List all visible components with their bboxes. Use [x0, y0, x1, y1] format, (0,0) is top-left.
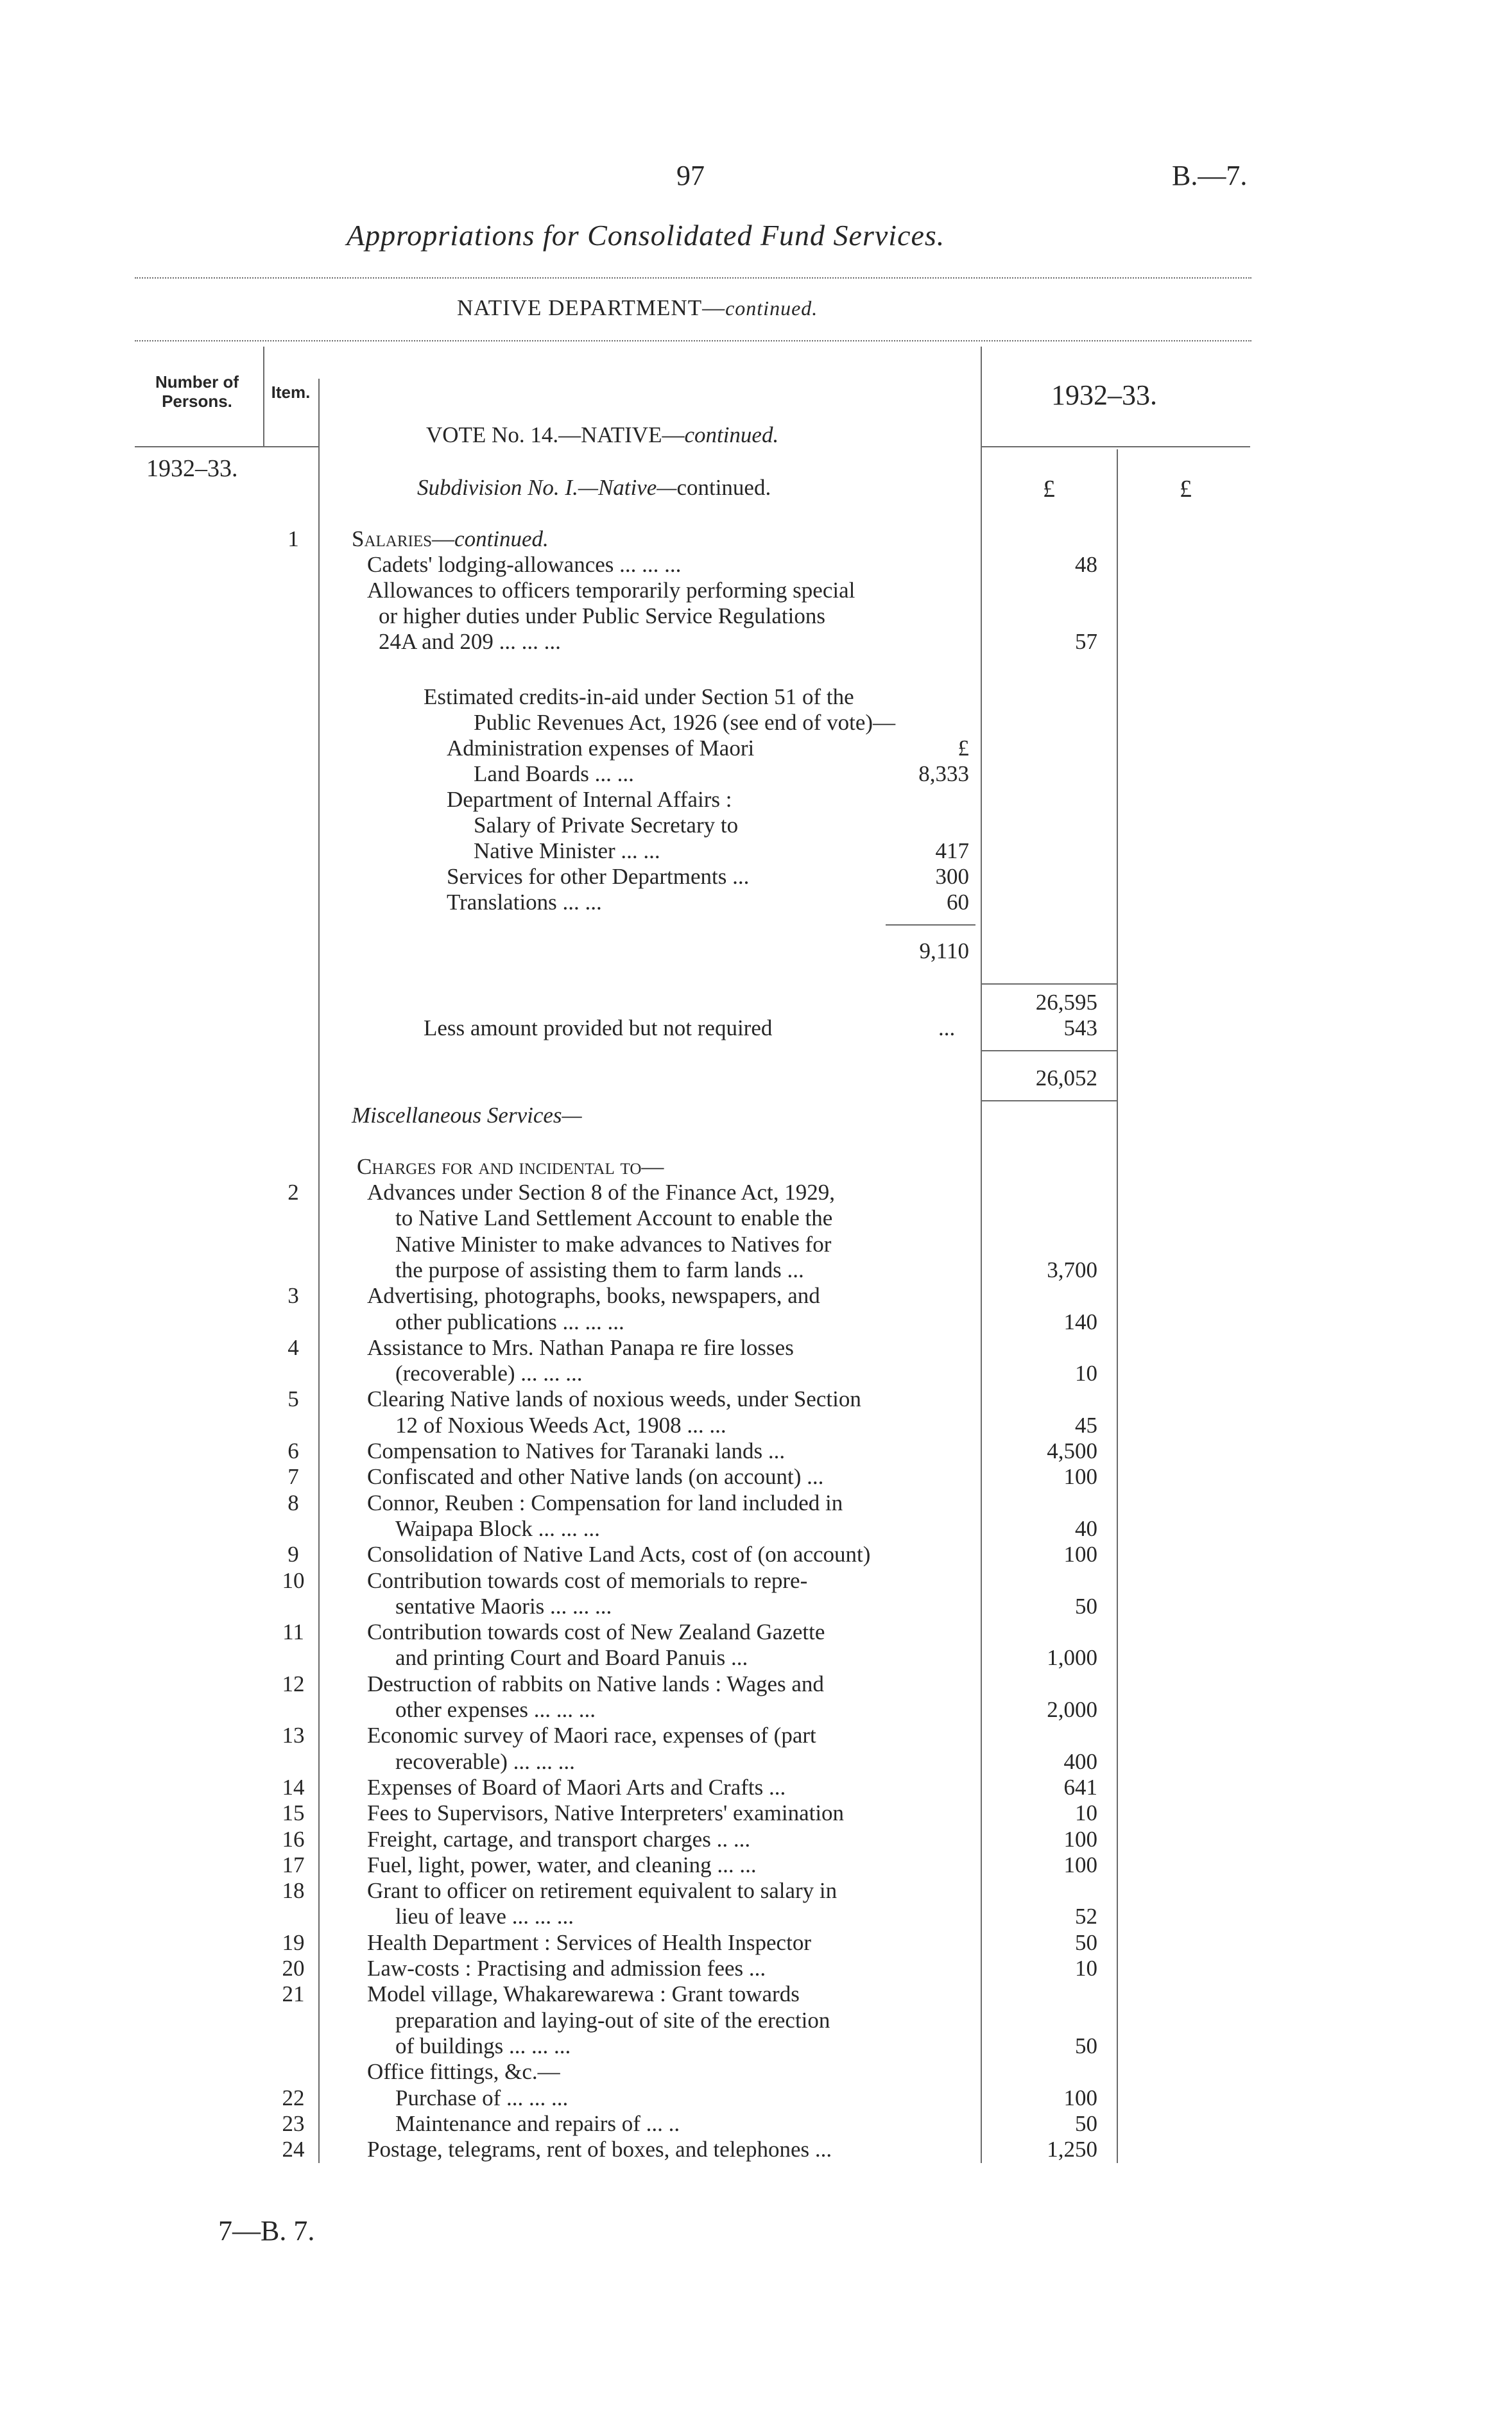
- misc-item-description: Consolidation of Native Land Acts, cost of (on account): [367, 1542, 871, 1567]
- subdivision-title: [417, 475, 771, 501]
- currency-column-1: £: [1043, 476, 1055, 503]
- misc-item-description: of buildings ... ... ...: [395, 2033, 571, 2058]
- misc-item-amount: 1,250: [1047, 2137, 1097, 2162]
- vote-title-continued: continued.: [684, 422, 779, 447]
- credits-total-rule: [886, 924, 975, 926]
- number-of-persons-header: Number of Persons.: [155, 372, 239, 411]
- misc-item-amount: 50: [1075, 2033, 1097, 2058]
- less-label: Less amount provided but not required: [424, 1015, 773, 1040]
- vote-title: [426, 422, 778, 448]
- persons-year: 1932–33.: [146, 455, 238, 482]
- item-header: Item.: [271, 383, 311, 402]
- department-heading: [457, 295, 818, 321]
- item-number: 11: [282, 1619, 304, 1645]
- misc-heading: Miscellaneous Services—: [352, 1103, 582, 1128]
- misc-item-description: sentative Maoris ... ... ...: [395, 1593, 612, 1619]
- misc-item-description: Native Minister to make advances to Natives for: [395, 1231, 832, 1257]
- item-number: 20: [282, 1956, 305, 1981]
- salaries-heading: [352, 526, 549, 552]
- misc-item-amount: 400: [1063, 1748, 1097, 1774]
- subdivision-title-continued: continued.: [676, 475, 771, 500]
- misc-item-description: (recoverable) ... ... ...: [395, 1361, 583, 1386]
- item-number: 17: [282, 1852, 305, 1877]
- credit-amount: 300: [935, 864, 969, 889]
- misc-item-description: other publications ... ... ...: [395, 1309, 624, 1334]
- item-number: 13: [282, 1723, 305, 1748]
- misc-item-amount: 10: [1075, 1800, 1097, 1826]
- misc-item-description: and printing Court and Board Panuis ...: [395, 1645, 748, 1671]
- credits-intro: Public Revenues Act, 1926 (see end of vote)—: [474, 710, 896, 735]
- amount-column-rule: [981, 347, 982, 2163]
- misc-item-amount: 52: [1075, 1904, 1097, 1929]
- misc-item-amount: 50: [1075, 1593, 1097, 1619]
- misc-item-description: Freight, cartage, and transport charges .. ...: [367, 1826, 751, 1852]
- header-rule-right: [981, 446, 1250, 447]
- item-number: 9: [288, 1542, 299, 1567]
- salaries-heading-text: Salaries—: [352, 526, 455, 551]
- misc-item-description: Advances under Section 8 of the Finance Act, 1929,: [367, 1180, 835, 1205]
- credit-line: Land Boards ... ...: [474, 761, 634, 786]
- misc-item-amount: 3,700: [1047, 1257, 1097, 1282]
- vote-title-text: VOTE No. 14.—NATIVE—: [426, 422, 685, 447]
- document-reference: B.—7.: [1172, 160, 1248, 191]
- item-number: 6: [288, 1438, 299, 1463]
- misc-item-amount: 100: [1063, 1464, 1097, 1490]
- misc-item-description: Waipapa Block ... ... ...: [395, 1515, 600, 1541]
- misc-item-amount: 100: [1063, 2085, 1097, 2110]
- total-column-rule: [1117, 449, 1118, 2163]
- item-number: 24: [282, 2137, 305, 2162]
- credit-amount: £: [958, 736, 969, 761]
- item-number: 23: [282, 2110, 305, 2136]
- misc-item-description: Clearing Native lands of noxious weeds, under Section: [367, 1386, 861, 1412]
- credits-intro: Estimated credits-in-aid under Section 51 of the: [424, 684, 854, 709]
- misc-item-description: recoverable) ... ... ...: [395, 1748, 575, 1774]
- misc-item-description: Fees to Supervisors, Native Interpreters' examination: [367, 1800, 845, 1826]
- salary-line: Allowances to officers temporarily performing special: [367, 578, 855, 603]
- misc-item-description: Fuel, light, power, water, and cleaning ... ...: [367, 1852, 757, 1877]
- misc-item-description: Office fittings, &c.—: [367, 2059, 560, 2085]
- misc-item-description: the purpose of assisting them to farm lands ...: [395, 1257, 804, 1282]
- subtotal-rule: [981, 983, 1117, 985]
- misc-item-description: Destruction of rabbits on Native lands : Wages and: [367, 1671, 824, 1696]
- item-number: 3: [288, 1283, 299, 1309]
- misc-item-description: Advertising, photographs, books, newspapers, and: [367, 1283, 820, 1309]
- credit-amount: 8,333: [918, 761, 969, 786]
- misc-item-amount: 100: [1063, 1852, 1097, 1877]
- misc-item-description: preparation and laying-out of site of the erection: [395, 2007, 830, 2033]
- salary-line: 24A and 209 ... ... ...: [379, 629, 561, 654]
- misc-item-description: Model village, Whakarewarewa : Grant towards: [367, 1981, 800, 2007]
- item-number: 15: [282, 1800, 305, 1826]
- item-number: 7: [288, 1464, 299, 1490]
- salary-amount: 57: [1075, 629, 1097, 654]
- page-number: 97: [676, 160, 705, 191]
- misc-item-description: Contribution towards cost of memorials to repre-: [367, 1567, 808, 1593]
- misc-item-description: Assistance to Mrs. Nathan Panapa re fire losses: [367, 1334, 794, 1360]
- subdivision-title-text: Subdivision No. I.—Native—: [417, 475, 677, 500]
- page-footer-reference: 7—B. 7.: [218, 2215, 315, 2247]
- misc-item-description: Maintenance and repairs of ... ..: [395, 2110, 680, 2136]
- misc-item-description: lieu of leave ... ... ...: [395, 1904, 574, 1929]
- misc-item-amount: 40: [1075, 1515, 1097, 1541]
- salary-line: or higher duties under Public Service Regulations: [379, 603, 825, 628]
- credit-line: Services for other Departments ...: [447, 864, 750, 889]
- misc-item-amount: 45: [1075, 1412, 1097, 1438]
- misc-item-amount: 10: [1075, 1361, 1097, 1386]
- credit-line: Translations ... ...: [447, 890, 602, 915]
- item-number: 8: [288, 1490, 299, 1515]
- currency-column-2: £: [1180, 476, 1192, 503]
- item-number: 14: [282, 1774, 305, 1800]
- charges-heading: Charges for and incidental to—: [357, 1154, 664, 1179]
- misc-item-amount: 100: [1063, 1542, 1097, 1567]
- salary-line: Cadets' lodging-allowances ... ... ...: [367, 552, 682, 577]
- salary-amount: 48: [1075, 552, 1097, 577]
- misc-item-description: Law-costs : Practising and admission fees ...: [367, 1956, 766, 1981]
- item-number: 12: [282, 1671, 305, 1696]
- misc-item-amount: 10: [1075, 1956, 1097, 1981]
- credit-line: Salary of Private Secretary to: [474, 813, 739, 838]
- misc-item-amount: 1,000: [1047, 1645, 1097, 1671]
- misc-item-description: Compensation to Natives for Taranaki lands ...: [367, 1438, 786, 1463]
- salaries-heading-continued: continued.: [454, 526, 549, 551]
- misc-item-amount: 50: [1075, 1929, 1097, 1955]
- credits-total: 9,110: [919, 938, 969, 963]
- misc-item-description: Confiscated and other Native lands (on account) ...: [367, 1464, 824, 1490]
- misc-item-description: to Native Land Settlement Account to enable the: [395, 1205, 833, 1231]
- gross-total: 26,595: [1035, 990, 1097, 1015]
- less-dots: ...: [938, 1015, 956, 1040]
- item-number: 22: [282, 2085, 305, 2110]
- credit-amount: 60: [947, 890, 969, 915]
- item-number: 1: [288, 526, 299, 551]
- item-number: 19: [282, 1929, 305, 1955]
- misc-item-description: Grant to officer on retirement equivalent to salary in: [367, 1878, 838, 1904]
- less-amount: 543: [1063, 1015, 1097, 1040]
- misc-item-amount: 641: [1063, 1774, 1097, 1800]
- misc-item-amount: 2,000: [1047, 1697, 1097, 1722]
- department-name: NATIVE DEPARTMENT—: [457, 295, 726, 320]
- credit-line: Administration expenses of Maori: [447, 736, 755, 761]
- department-continued: continued.: [725, 297, 818, 320]
- item-number: 21: [282, 1981, 305, 2007]
- item-number: 16: [282, 1826, 305, 1852]
- item-number: 5: [288, 1386, 299, 1412]
- item-number: 10: [282, 1567, 305, 1593]
- net-rule: [981, 1050, 1117, 1051]
- title-rule: [135, 277, 1251, 279]
- estimates-year: 1932–33.: [1051, 379, 1157, 411]
- net-total: 26,052: [1035, 1065, 1097, 1091]
- item-column-rule: [318, 379, 320, 2163]
- credit-line: Department of Internal Affairs :: [447, 787, 732, 812]
- misc-item-amount: 50: [1075, 2110, 1097, 2136]
- misc-item-description: Postage, telegrams, rent of boxes, and telephones ...: [367, 2137, 832, 2162]
- misc-item-description: Expenses of Board of Maori Arts and Crafts ...: [367, 1774, 786, 1800]
- credit-line: Native Minister ... ...: [474, 838, 660, 863]
- misc-item-description: Health Department : Services of Health Inspector: [367, 1929, 811, 1955]
- misc-item-amount: 140: [1063, 1309, 1097, 1334]
- page-title: Appropriations for Consolidated Fund Services.: [347, 219, 945, 252]
- net-underline: [981, 1100, 1117, 1101]
- credit-amount: 417: [935, 838, 969, 863]
- misc-item-amount: 100: [1063, 1826, 1097, 1852]
- misc-item-description: Purchase of ... ... ...: [395, 2085, 569, 2110]
- item-number: 18: [282, 1878, 305, 1904]
- misc-item-description: 12 of Noxious Weeds Act, 1908 ... ...: [395, 1412, 726, 1438]
- misc-item-description: Contribution towards cost of New Zealand Gazette: [367, 1619, 825, 1645]
- header-rule-left: [135, 446, 318, 447]
- misc-item-description: Connor, Reuben : Compensation for land included in: [367, 1490, 843, 1515]
- item-number: 2: [288, 1180, 299, 1205]
- department-rule: [135, 340, 1251, 341]
- item-number: 4: [288, 1334, 299, 1360]
- misc-item-description: other expenses ... ... ...: [395, 1697, 596, 1722]
- misc-item-description: Economic survey of Maori race, expenses of (part: [367, 1723, 816, 1748]
- misc-item-amount: 4,500: [1047, 1438, 1097, 1463]
